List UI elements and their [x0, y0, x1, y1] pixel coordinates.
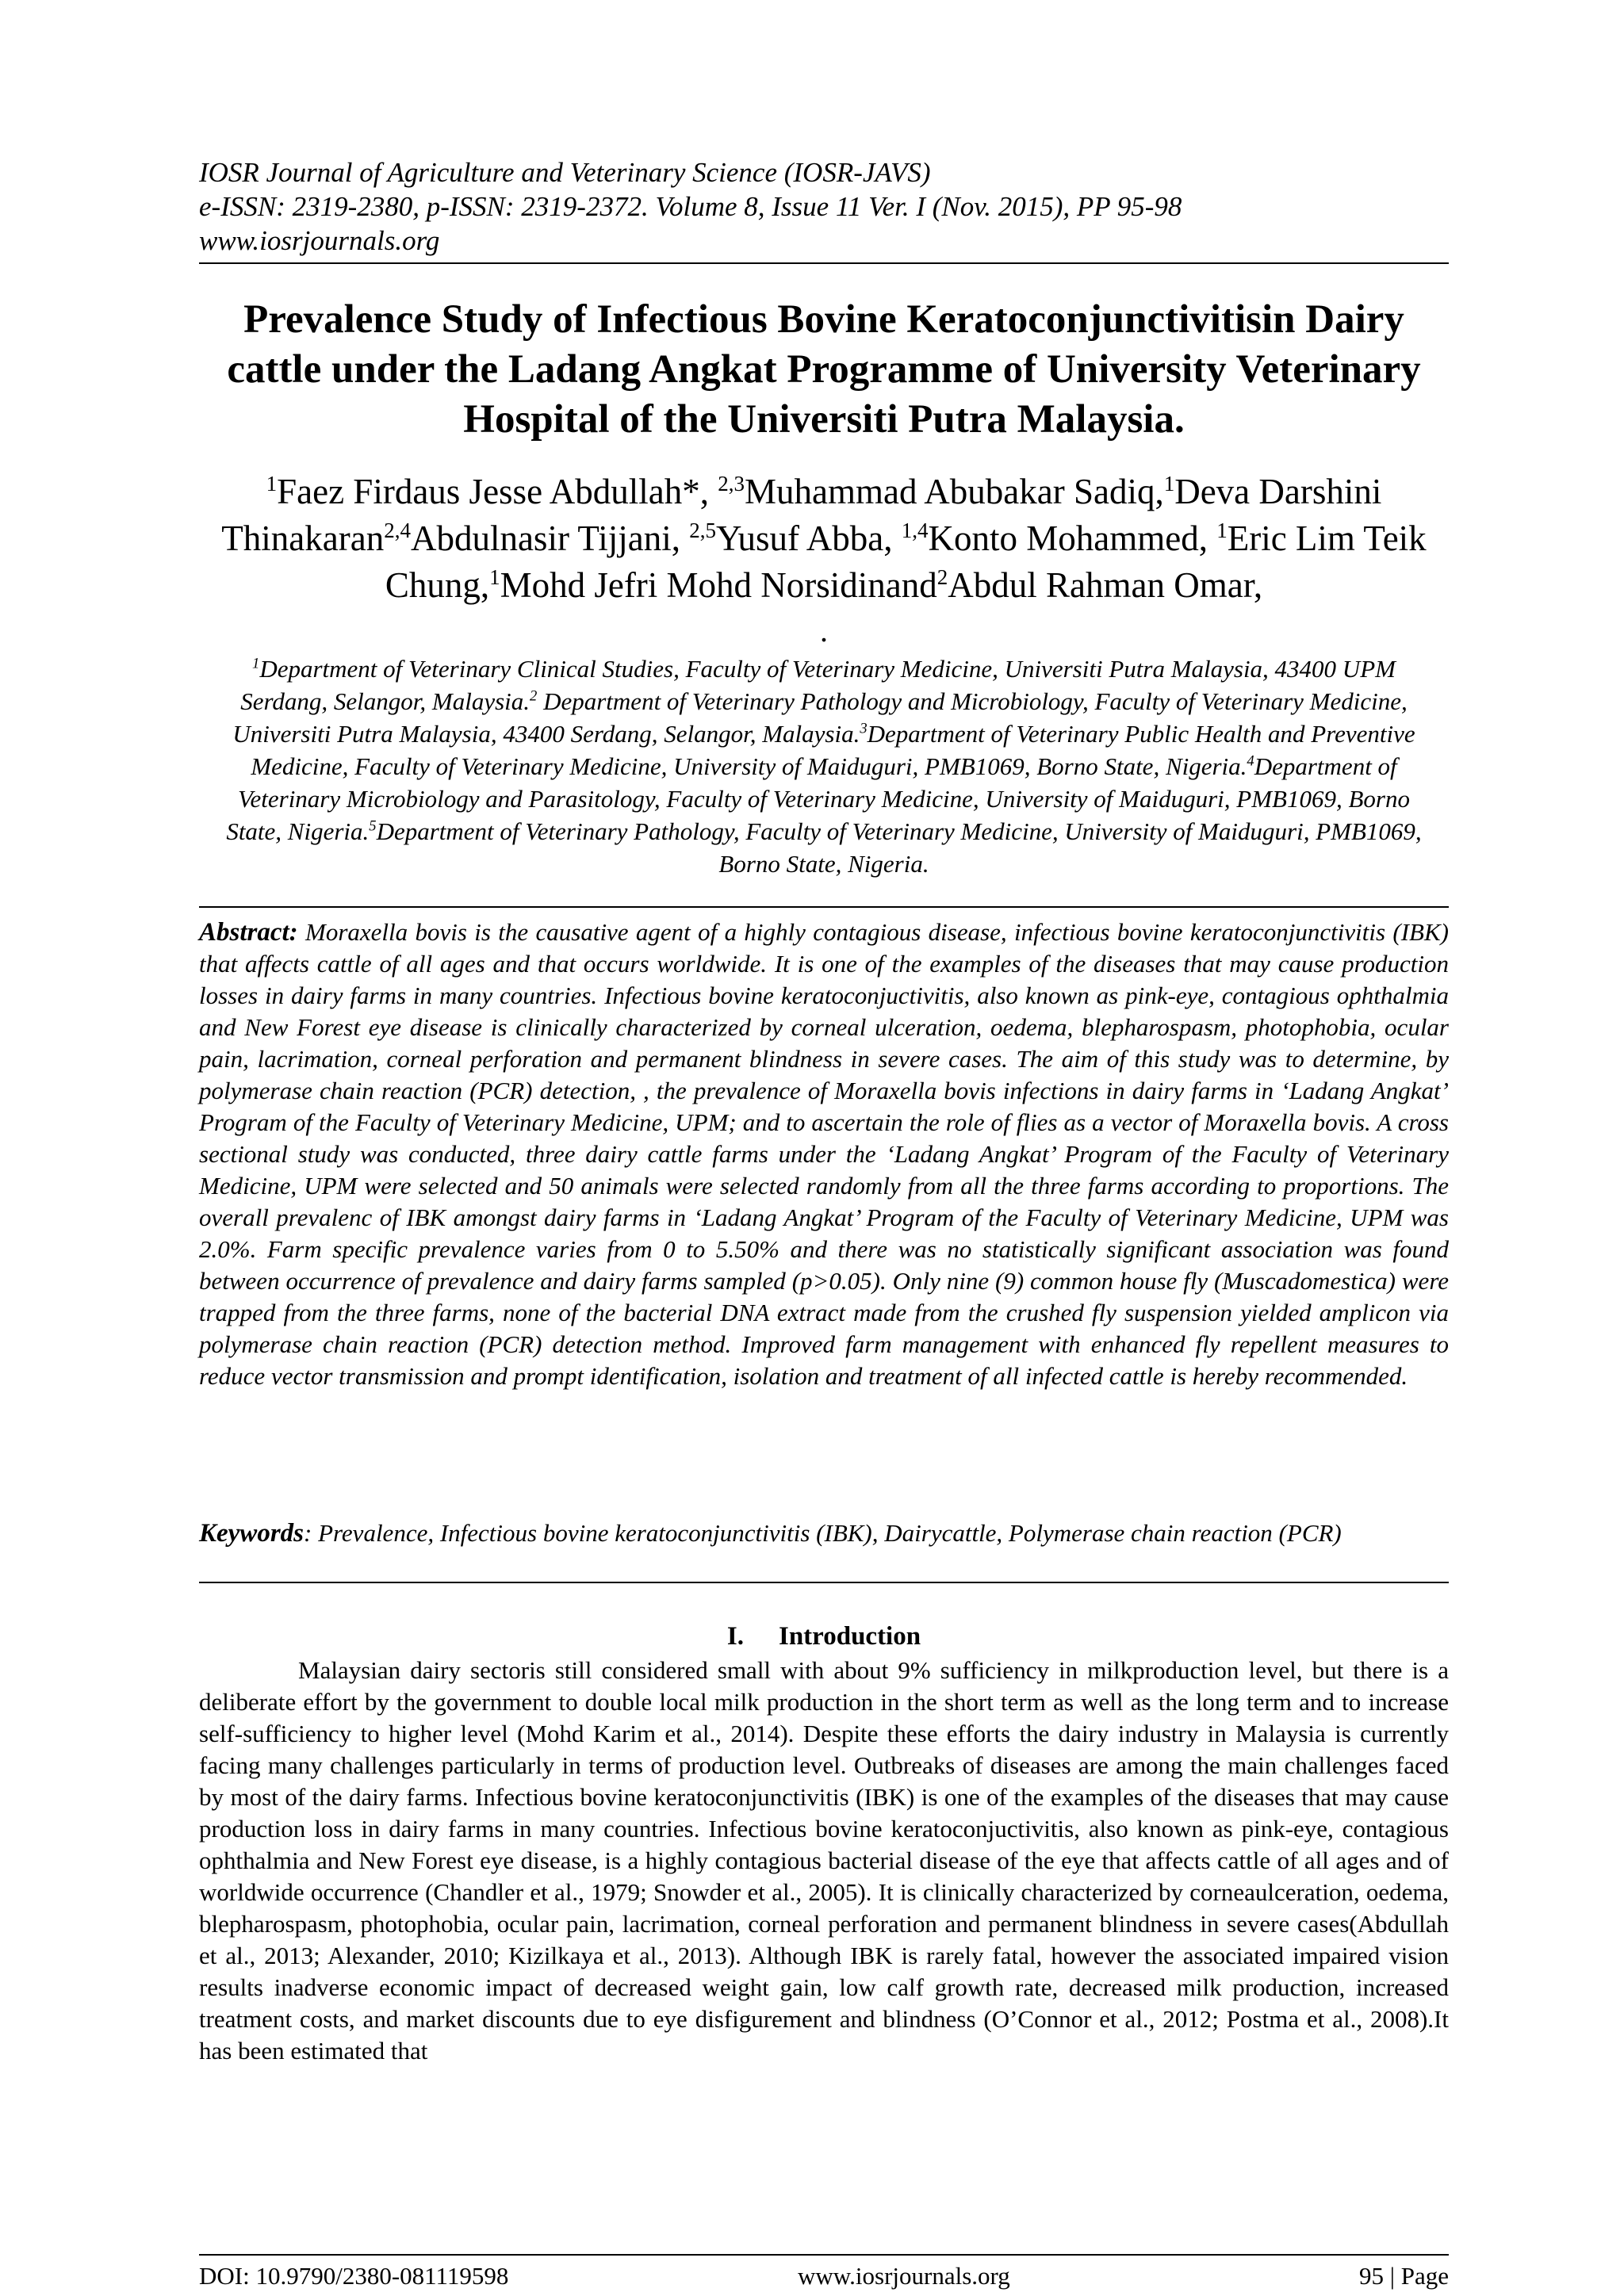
- author-name: Deva Darshini Thinakaran: [221, 472, 1382, 558]
- author-affiliation-mark: 1: [1163, 472, 1175, 496]
- author-affiliation-mark: 2,5: [689, 519, 717, 542]
- author-affiliation-mark: 1: [1216, 519, 1228, 542]
- author-affiliation-mark: 1: [266, 472, 278, 496]
- keywords-bottom-rule: [199, 1582, 1449, 1583]
- affiliation-mark: 1: [252, 655, 260, 672]
- affiliation-mark: 4: [1247, 752, 1254, 770]
- affiliation-mark: 2: [530, 687, 538, 705]
- abstract-text: Moraxella bovis is the causative agent of a highly contagious disease, infectious bovine keratoconjunctivitis (IBK) that affects cattle of all ages and that occurs worldwide. It is one of the examples of the diseases that may cause production losses in dairy farms in many countries. Infectious bovine keratoconjuctivitis, also known as pink-eye, contagious ophthalmia and New Forest eye disease is clinically characterized by corneal ulceration, oedema, blepharospasm, photophobia, ocular pain, lacrimation, corneal perforation and permanent blindness in severe cases. The aim of this study was to determine, by polymerase chain reaction (PCR) detection, , the prevalence of Moraxella bovis infections in dairy farms in ‘Ladang Angkat’ Program of the Faculty of Veterinary Medicine, UPM; and to ascertain the role of flies as a vector of Moraxella bovis. A cross sectional study was conducted, three dairy cattle farms under the ‘Ladang Angkat’ Program of the Faculty of Veterinary Medicine, UPM were selected and 50 animals were selected randomly from all the three farms according to proportions. The overall prevalenc of IBK amongst dairy farms in ‘Ladang Angkat’ Program of the Faculty of Veterinary Medicine, UPM was 2.0%. Farm specific prevalence varies from 0 to 5.50% and there was no statistically significant association was found between occurrence of prevalence and dairy farms sampled (p>0.05). Only nine (9) common house fly (Muscadomestica) were trapped from the three farms, none of the bacterial DNA extract made from the crushed fly suspension yielded amplicon via polymerase chain reaction (PCR) detection method. Improved farm management with enhanced fly repellent measures to reduce vector transmission and prompt identification, isolation and treatment of all infected cattle is hereby recommended.: [199, 918, 1449, 1390]
- author-name: Konto Mohammed,: [928, 519, 1217, 558]
- author-affiliation-mark: 1: [489, 565, 500, 589]
- journal-header: [199, 155, 1449, 258]
- keywords: [199, 1517, 1449, 1549]
- section-title: Introduction: [778, 1622, 921, 1651]
- author-affiliation-mark: 1,4: [901, 519, 929, 542]
- journal-website: www.iosrjournals.org: [199, 225, 440, 256]
- paper-title: Prevalence Study of Infectious Bovine Keratoconjunctivitisin Dairy cattle under the Ladang Angkat Programme of University Veterinary Hospital of the Universiti Putra Malaysia.: [227, 297, 1421, 442]
- section-heading: [199, 1621, 1449, 1652]
- author-list: [199, 469, 1449, 609]
- journal-name: IOSR Journal of Agriculture and Veterinary Science (IOSR-JAVS): [199, 157, 931, 188]
- author-affiliation-mark: 2: [936, 565, 948, 589]
- affiliation-text: Department of Veterinary Microbiology and Parasitology, Faculty of Veterinary Medicine, University of Maiduguri, PMB1069, Borno State, Nigeria.: [226, 752, 1410, 845]
- affiliation-text: Department of Veterinary Clinical Studies, Faculty of Veterinary Medicine, Universiti Putra Malaysia, 43400 UPM Serdang, Selangor, Malaysia.: [240, 655, 1396, 715]
- author-name: Muhammad Abubakar Sadiq,: [745, 472, 1164, 511]
- affiliations: [199, 652, 1449, 880]
- journal-issn-volume: e-ISSN: 2319-2380, p-ISSN: 2319-2372. Volume 8, Issue 11 Ver. I (Nov. 2015), PP 95-98: [199, 191, 1182, 222]
- introduction-paragraph: Malaysian dairy sectoris still considered small with about 9% sufficiency in milkproduction level, but there is a deliberate effort by the government to double local milk production in the short term as well as the long term and to increase self-sufficiency to higher level (Mohd Karim et al., 2014). Despite these efforts the dairy industry in Malaysia is currently facing many challenges particularly in terms of production level. Outbreaks of diseases are among the main challenges faced by most of the dairy farms. Infectious bovine keratoconjunctivitis (IBK) is one of the examples of the diseases that may cause production loss in dairy farms in many countries. Infectious bovine keratoconjuctivitis, also known as pink-eye, contagious ophthalmia and New Forest eye disease, is a highly contagious bacterial disease of the eye that affects cattle of all ages and of worldwide occurrence (Chandler et al., 1979; Snowder et al., 2005). It is clinically characterized by corneaulceration, oedema, blepharospasm, photophobia, ocular pain, lacrimation, corneal perforation and permanent blindness in severe cases(Abdullah et al., 2013; Alexander, 2010; Kizilkaya et al., 2013). Although IBK is rarely fatal, however the associated impaired vision results inadverse economic impact of decreased weight gain, low calf growth rate, decreased milk production, increased treatment costs, and market discounts due to eye disfigurement and blindness (O’Connor et al., 2012; Postma et al., 2008).It has been estimated that: [199, 1656, 1449, 2064]
- header-rule: [199, 262, 1449, 264]
- affiliation-text: Department of Veterinary Pathology, Faculty of Veterinary Medicine, University of Maiduguri, PMB1069, Borno State, Nigeria.: [376, 817, 1422, 878]
- author-name: Mohd Jefri Mohd Norsidinand: [500, 565, 937, 605]
- footer-website: www.iosrjournals.org: [798, 2262, 1010, 2290]
- author-affiliation-mark: 2,4: [384, 519, 411, 542]
- keywords-label: Keywords: [199, 1519, 304, 1548]
- affiliation-text: Department of Veterinary Pathology and Microbiology, Faculty of Veterinary Medicine, Universiti Putra Malaysia, 43400 Serdang, Selangor, Malaysia.: [232, 687, 1408, 748]
- keywords-text: : Prevalence, Infectious bovine keratoconjunctivitis (IBK), Dairycattle, Polymerase chain reaction (PCR): [304, 1519, 1342, 1547]
- author-affiliation-mark: 2,3: [718, 472, 745, 496]
- abstract-top-rule: [199, 906, 1449, 908]
- abstract-label: Abstract:: [199, 918, 298, 947]
- affiliation-text: Department of Veterinary Public Health and Preventive Medicine, Faculty of Veterinary Medicine, University of Maiduguri, PMB1069, Borno State, Nigeria.: [251, 720, 1415, 780]
- abstract: [199, 916, 1449, 1392]
- author-name: Eric Lim Teik Chung,: [385, 519, 1427, 605]
- author-name: Abdul Rahman Omar,: [948, 565, 1263, 605]
- page-footer: [199, 2262, 1449, 2290]
- author-name: Faez Firdaus Jesse Abdullah*,: [277, 472, 718, 511]
- footer-page-number: 95 | Page: [1359, 2262, 1449, 2290]
- affiliation-mark: 5: [369, 817, 377, 835]
- author-name: Abdulnasir Tijjani,: [410, 519, 690, 558]
- footer-doi: DOI: 10.9790/2380-081119598: [199, 2262, 509, 2290]
- author-trailing-dot: .: [820, 613, 828, 649]
- footer-rule: [199, 2254, 1449, 2256]
- author-name: Yusuf Abba,: [716, 519, 902, 558]
- affiliation-mark: 3: [860, 720, 868, 737]
- section-number: I.: [726, 1622, 744, 1651]
